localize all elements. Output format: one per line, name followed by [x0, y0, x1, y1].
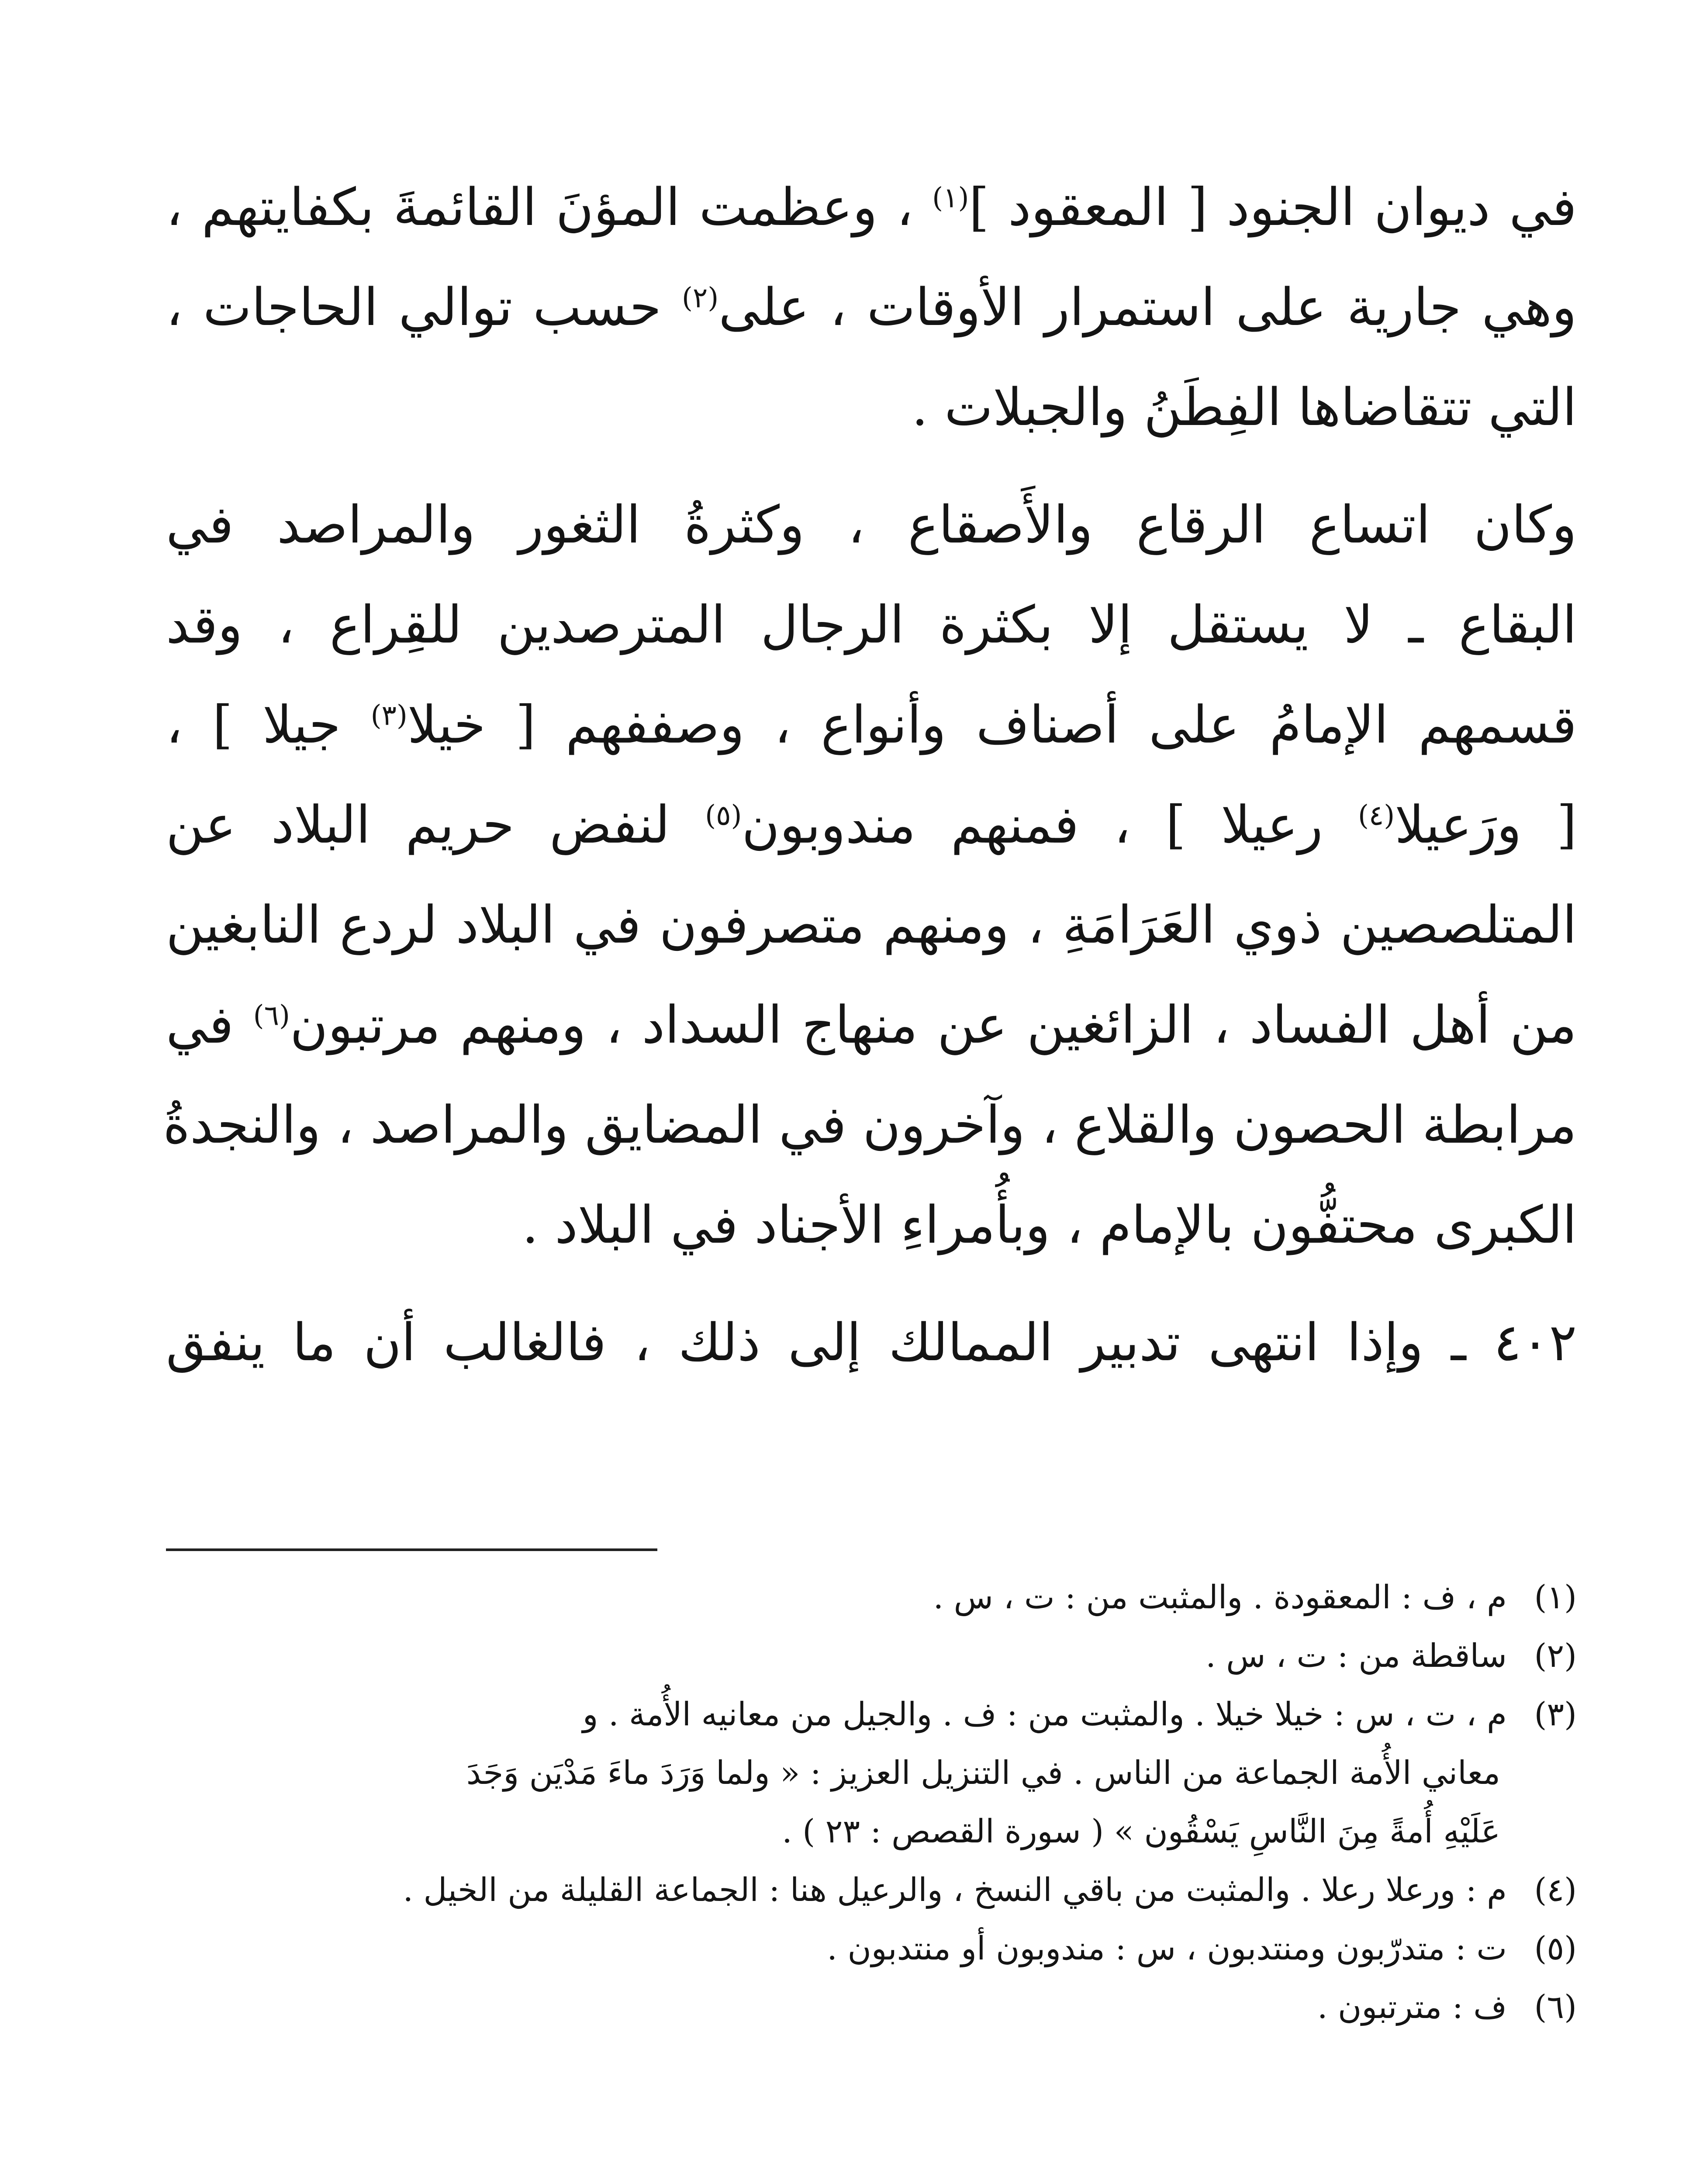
footnote-ref: (٢) — [681, 282, 719, 314]
text-line: [ ورَعيلا$^{(٤)}$ رعيلا ] ، فمنهم مندوبون$^{(٥)}$ لنفض حريم البلاد عن — [166, 795, 1577, 855]
text-line: البقاع ـ لا يستقل إلا بكثرة الرجال المترصدين للقِراع ، وقد — [166, 594, 1577, 655]
footnote-ref: (٤) — [1357, 799, 1395, 832]
text-line: مرابطة الحصون والقلاع ، وآخرون في المضايق والمراصد ، والنجدةُ — [163, 1095, 1577, 1155]
text-line: ٤٠٢ ـ وإذا انتهى تدبير الممالك إلى ذلك ، فالغالب أن ما ينفق — [166, 1312, 1577, 1372]
footnote-3-continued: معاني الأُمة الجماعة من الناس . في التنزيل العزيز : « ولما وَرَدَ ماءَ مَدْيَن وَجَدَ — [466, 1754, 1500, 1792]
footnote-6: (٦)ف : مترتبون . — [1317, 1988, 1577, 2026]
text-line: في ديوان الجنود [ المعقود ]$^{(١)}$ ، وعظمت المؤنَ القائمةَ بكفايتهم ، — [166, 177, 1577, 237]
footnote-ref: (١) — [932, 182, 969, 214]
footnote-4: (٤)م : ورعلا رعلا . والمثبت من باقي النسخ ، والرعيل هنا : الجماعة القليلة من الخيل . — [403, 1871, 1577, 1909]
main-text — [163, 157, 1577, 1393]
footnote-divider — [166, 1548, 657, 1551]
footnote-5: (٥)ت : متدرّبون ومنتدبون ، س : مندوبون أو منتدبون . — [827, 1930, 1577, 1967]
footnote-3-continued: عَلَيْهِ أُمةً مِنَ النَّاسِ يَسْقُون » ( سورة القصص : ٢٣ ) . — [782, 1813, 1500, 1850]
text-line: وهي جارية على استمرار الأوقات ، على$^{(٢)}$ حسب توالي الحاجات ، — [166, 277, 1577, 337]
paragraph-gap — [166, 457, 1577, 475]
footnote-3: (٣)م ، ت ، س : خيلا خيلا . والمثبت من : ف . والجيل من معانيه الأُمة . و — [582, 1696, 1577, 1733]
text-line: من أهل الفساد ، الزائغين عن منهاج السداد ، ومنهم مرتبون$^{(٦)}$ في — [166, 995, 1577, 1055]
paragraph-gap — [166, 1275, 1577, 1292]
text-line: قسمهم الإمامُ على أصناف وأنواع ، وصففهم [ خيلا$^{(٣)}$ جيلا ] ، — [166, 695, 1577, 755]
text-line: المتلصصين ذوي العَرَامَةِ ، ومنهم متصرفون في البلاد لردع النابغين — [166, 895, 1577, 955]
footnote-ref: (٣) — [370, 699, 408, 732]
text-line: التي تتقاضاها الفِطَنُ والجبلات . — [912, 377, 1577, 437]
footnote-2: (٢)ساقطة من : ت ، س . — [1206, 1637, 1577, 1675]
text-line: الكبرى محتفُّون بالإمام ، وبأُمراءِ الأجناد في البلاد . — [522, 1195, 1577, 1255]
footnotes — [166, 1568, 1577, 2036]
footnote-ref: (٥) — [705, 799, 742, 832]
text-line: وكان اتساع الرقاع والأَصقاع ، وكثرةُ الثغور والمراصد في — [166, 494, 1577, 555]
book-page — [163, 157, 1577, 2184]
footnote-1: (١)م ، ف : المعقودة . والمثبت من : ت ، س . — [933, 1579, 1577, 1616]
footnote-ref: (٦) — [253, 999, 290, 1032]
